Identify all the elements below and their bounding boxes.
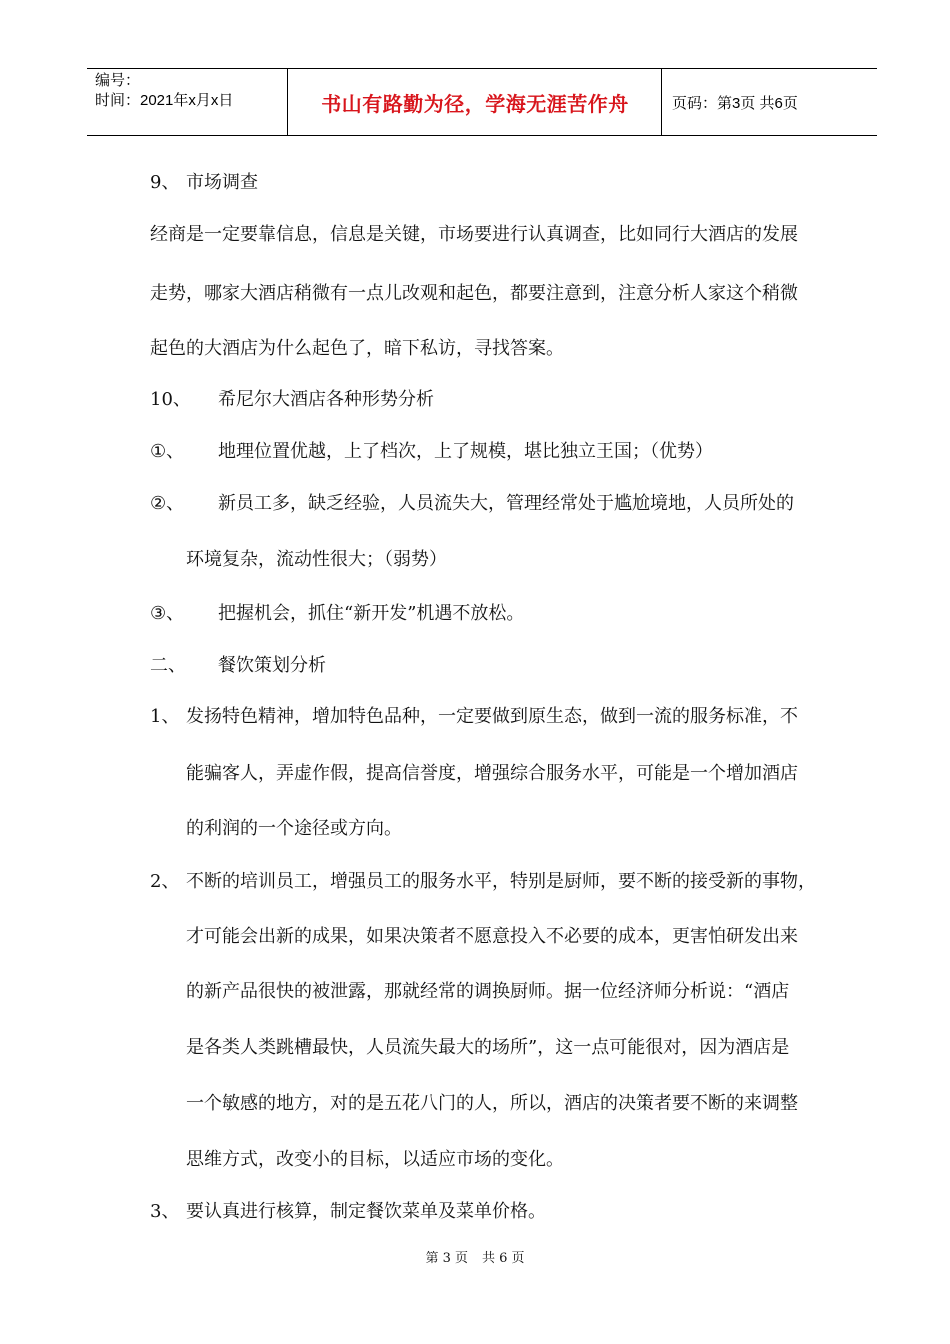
list-number: ②、 — [150, 493, 185, 514]
line-text: 起色的大酒店为什么起色了，暗下私访，寻找答案。 — [150, 338, 564, 359]
list-number: 3、 — [150, 1201, 180, 1222]
time-label: 时间：2021年x月x日 — [95, 92, 234, 109]
line-text: 的利润的一个途径或方向。 — [186, 818, 402, 839]
list-item — [150, 602, 524, 626]
section-heading-situation-analysis — [150, 388, 434, 412]
list-number: 10、 — [150, 389, 191, 410]
header-divider — [661, 69, 662, 136]
list-number: 1、 — [150, 706, 180, 727]
line-text: 走势，哪家大酒店稍微有一点儿改观和起色，都要注意到，注意分析人家这个稍微 — [150, 283, 798, 304]
line-text: 才可能会出新的成果，如果决策者不愿意投入不必要的成本，更害怕研发出来 — [186, 926, 798, 947]
paragraph-line — [150, 337, 564, 361]
list-item-continuation — [186, 1148, 564, 1172]
page-footer — [0, 1247, 950, 1266]
header-motto: 书山有路勤为径，学海无涯苦作舟 — [321, 92, 629, 116]
line-text: 要认真进行核算，制定餐饮菜单及菜单价格。 — [186, 1201, 546, 1222]
line-text: 市场调查 — [186, 172, 258, 193]
line-text: 的新产品很快的被泄露，那就经常的调换厨师。据一位经济师分析说：“酒店 — [186, 981, 790, 1002]
list-number: 二、 — [150, 655, 186, 676]
list-number: 2、 — [150, 871, 180, 892]
line-text: 不断的培训员工，增强员工的服务水平，特别是厨师，要不断的接受新的事物， — [186, 871, 816, 892]
header-meta — [95, 71, 233, 111]
line-text: 环境复杂，流动性很大；（弱势） — [186, 549, 447, 570]
list-item — [150, 705, 798, 729]
list-item — [150, 1200, 546, 1224]
list-item-continuation — [186, 548, 447, 572]
line-text: 希尼尔大酒店各种形势分析 — [218, 389, 434, 410]
list-item-continuation — [186, 1092, 798, 1116]
list-item-continuation — [186, 762, 798, 786]
list-item-continuation — [186, 980, 789, 1004]
line-text: 发扬特色精神，增加特色品种，一定要做到原生态，做到一流的服务标准，不 — [186, 706, 798, 727]
list-item — [150, 440, 713, 464]
line-text: 地理位置优越，上了档次，上了规模，堪比独立王国；（优势） — [218, 441, 713, 462]
line-text: 能骗客人，弄虚作假，提高信誉度，增强综合服务水平，可能是一个增加酒店 — [186, 763, 798, 784]
code-label: 编号： — [95, 72, 141, 89]
line-text: 新员工多，缺乏经验，人员流失大，管理经常处于尴尬境地，人员所处的 — [218, 493, 794, 514]
section-heading-catering — [150, 654, 326, 678]
paragraph-line — [150, 282, 798, 306]
line-text: 是各类人类跳槽最快，人员流失最大的场所”，这一点可能很对，因为酒店是 — [186, 1037, 790, 1058]
line-text: 餐饮策划分析 — [218, 655, 326, 676]
page-header — [87, 68, 877, 136]
list-item-continuation — [186, 817, 402, 841]
paragraph-line — [150, 223, 798, 247]
list-number: ③、 — [150, 603, 185, 624]
header-page-info: 页码：第3页 共6页 — [672, 95, 798, 112]
line-text: 一个敏感的地方，对的是五花八门的人，所以，酒店的决策者要不断的来调整 — [186, 1093, 798, 1114]
section-heading-market-research — [150, 171, 258, 195]
footer-total-pages: 共 6 页 — [482, 1251, 525, 1266]
list-number: 9、 — [150, 172, 180, 193]
list-item — [150, 870, 816, 894]
line-text: 经商是一定要靠信息，信息是关键，市场要进行认真调查，比如同行大酒店的发展 — [150, 224, 798, 245]
list-item-continuation — [186, 1036, 789, 1060]
line-text: 把握机会，抓住“新开发”机遇不放松。 — [218, 603, 525, 624]
list-item-continuation — [186, 925, 798, 949]
list-item — [150, 492, 794, 516]
list-number: ①、 — [150, 441, 185, 462]
footer-page-number: 第 3 页 — [425, 1251, 468, 1266]
line-text: 思维方式，改变小的目标，以适应市场的变化。 — [186, 1149, 564, 1170]
